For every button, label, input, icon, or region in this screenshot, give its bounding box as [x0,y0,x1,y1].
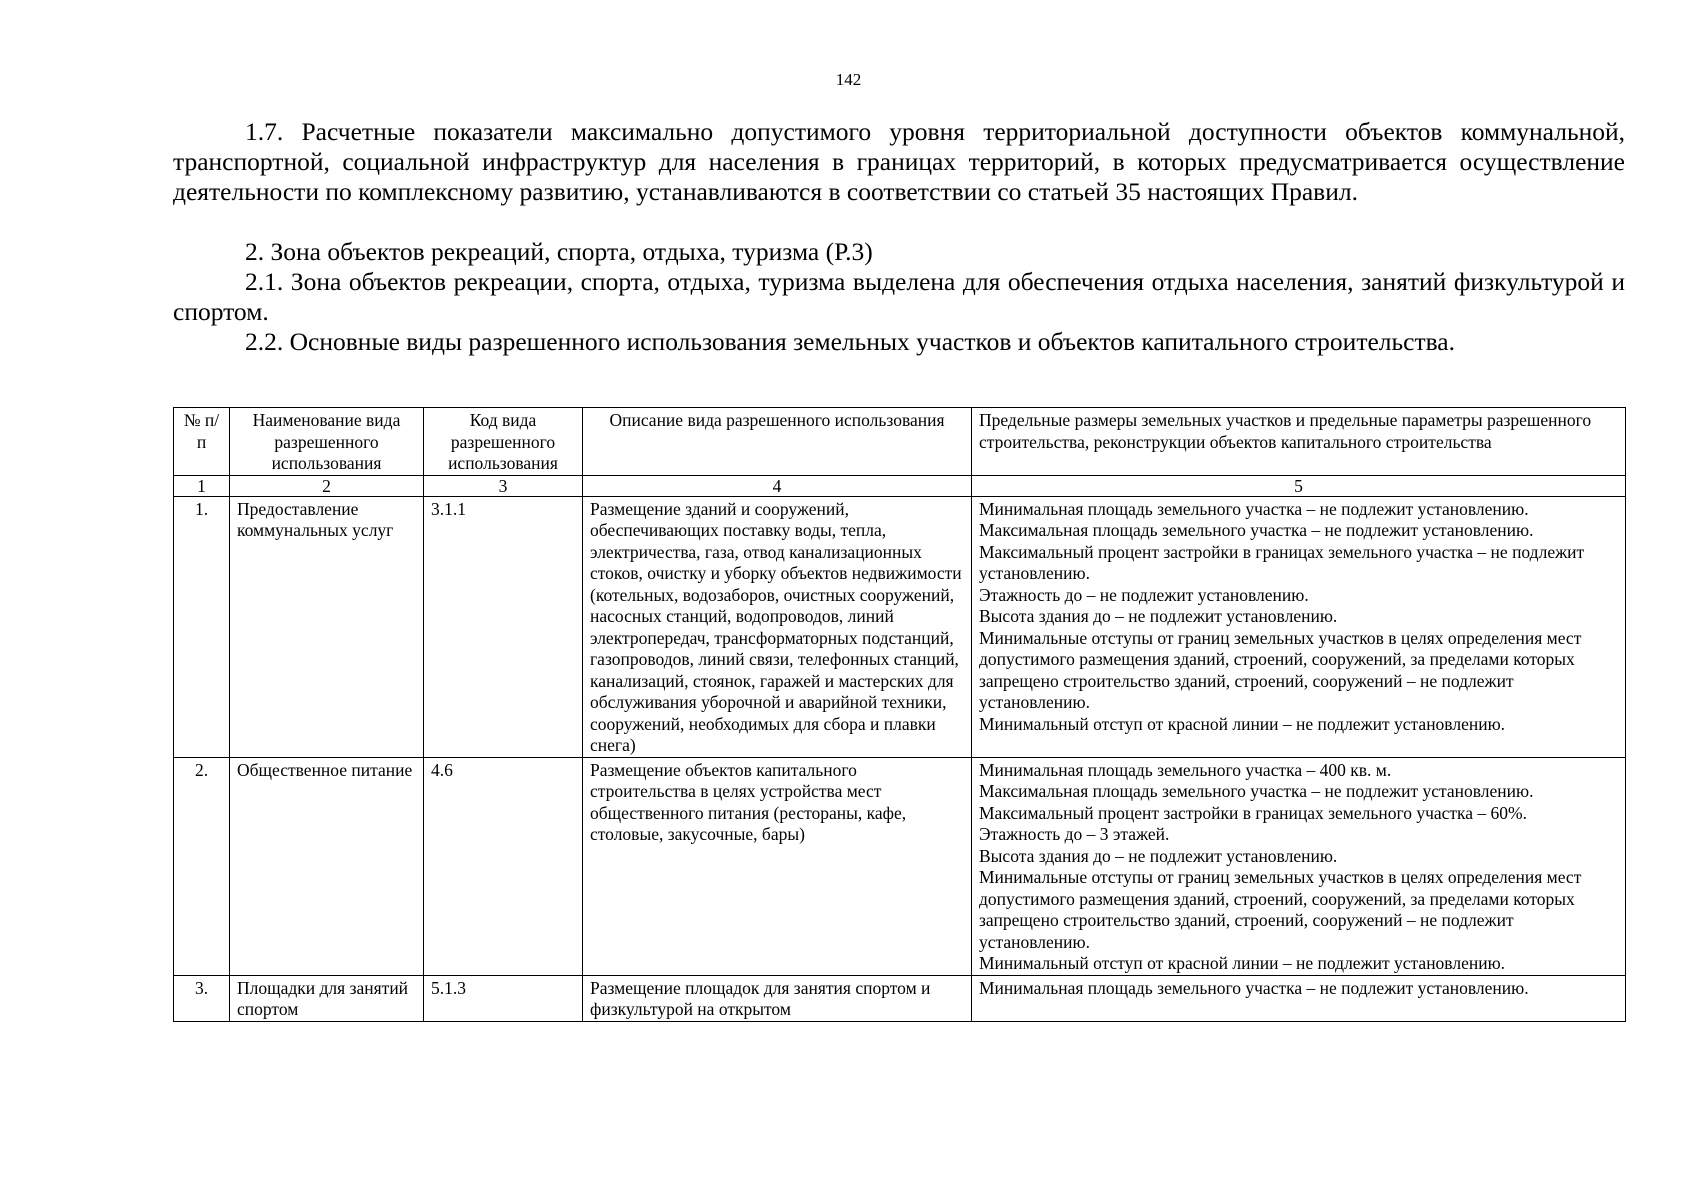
header-use-name: Наименование вида разрешенного использования [230,408,424,476]
row-num: 1. [174,496,230,757]
row-description: Размещение площадок для занятия спортом и физкультурой на открытом [583,975,972,1021]
header-num: № п/п [174,408,230,476]
body-text [173,117,1625,357]
column-number-row [174,475,1626,496]
param-line: Максимальный процент застройки в границах земельного участка – 60%. [979,802,1528,823]
table-row [174,975,1626,1021]
param-line: Максимальная площадь земельного участка – не подлежит установлению. [979,781,1534,801]
row-params [972,975,1626,1021]
param-line: Максимальный процент застройки в границах земельного участка – не подлежит установлению. [979,541,1585,583]
row-use-name: Площадки для занятий спортом [230,975,424,1021]
row-num: 3. [174,975,230,1021]
header-use-code: Код вида разрешенного использования [424,408,583,476]
column-number: 2 [230,475,424,496]
param-line: Высота здания до – не подлежит установлению. [979,606,1338,626]
table-row [174,496,1626,757]
row-params [972,757,1626,975]
paragraph-2-1: 2.1. Зона объектов рекреации, спорта, отдыха, туризма выделена для обеспечения отдыха населения, занятий физкультурой и спортом. [173,267,1625,326]
paragraph-1-7: 1.7. Расчетные показатели максимально допустимого уровня территориальной доступности объектов коммунальной, транспортной, социальной инфраструктур для населения в границах территорий, в которых предусматривается осуществление деятельности по комплексному развитию, устанавливаются в соответствии со статьей 35 настоящих Правил. [173,117,1625,206]
param-line: Высота здания до – не подлежит установлению. [979,845,1338,866]
row-use-code: 4.6 [424,757,583,975]
row-description: Размещение объектов капитального строительства в целях устройства мест общественного питания (рестораны, кафе, столовые, закусочные, бары) [583,757,972,975]
table-row [174,757,1626,975]
row-use-name: Общественное питание [230,757,424,975]
param-line: Минимальные отступы от границ земельных участков в целях определения мест допустимого размещения зданий, строений, сооружений, за пределами которых запрещено строительство зданий, строений, сооружений – не подлежит установлению. [979,627,1582,712]
header-params: Предельные размеры земельных участков и предельные параметры разрешенного строительства, реконструкции объектов капитального строительства [972,408,1626,476]
param-line: Минимальный отступ от красной линии – не подлежит установлению. [979,713,1506,734]
param-line: Этажность до – 3 этажей. [979,824,1170,844]
table-header-row [174,408,1626,476]
row-num: 2. [174,757,230,975]
param-line: Максимальная площадь земельного участка – не подлежит установлению. [979,520,1534,540]
row-use-code: 3.1.1 [424,496,583,757]
paragraph-2-2: 2.2. Основные виды разрешенного использования земельных участков и объектов капитального строительства. [245,327,1455,356]
page-number: 142 [835,70,862,89]
row-use-code: 5.1.3 [424,975,583,1021]
param-line: Минимальный отступ от красной линии – не подлежит установлению. [979,953,1506,973]
param-line: Минимальная площадь земельного участка – 400 кв. м. [979,759,1392,780]
param-line: Минимальная площадь земельного участка – не подлежит установлению. [979,498,1529,519]
row-use-name: Предоставление коммунальных услуг [230,496,424,757]
column-number: 1 [174,475,230,496]
section-heading-2: 2. Зона объектов рекреаций, спорта, отдыха, туризма (Р.3) [245,237,873,266]
param-line: Минимальные отступы от границ земельных участков в целях определения мест допустимого размещения зданий, строений, сооружений, за пределами которых запрещено строительство зданий, строений, сооружений – не подлежит установлению. [979,867,1582,952]
param-line: Этажность до – не подлежит установлению. [979,584,1309,605]
param-line: Минимальная площадь земельного участка – не подлежит установлению. [979,977,1529,998]
column-number: 5 [972,475,1626,496]
column-number: 4 [583,475,972,496]
header-use-description: Описание вида разрешенного использования [583,408,972,476]
row-description: Размещение зданий и сооружений, обеспечивающих поставку воды, тепла, электричества, газа, отвод канализационных стоков, очистку и уборку объектов недвижимости (котельных, водозаборов, очистных сооружений, насосных станций, водопроводов, линий электропередач, трансформаторных подстанций, газопроводов, линий связи, телефонных станций, канализаций, стоянок, гаражей и мастерских для обслуживания уборочной и аварийной техники, сооружений, необходимых для сбора и плавки снега) [583,496,972,757]
permitted-use-table [173,407,1626,1022]
column-number: 3 [424,475,583,496]
row-params [972,496,1626,757]
